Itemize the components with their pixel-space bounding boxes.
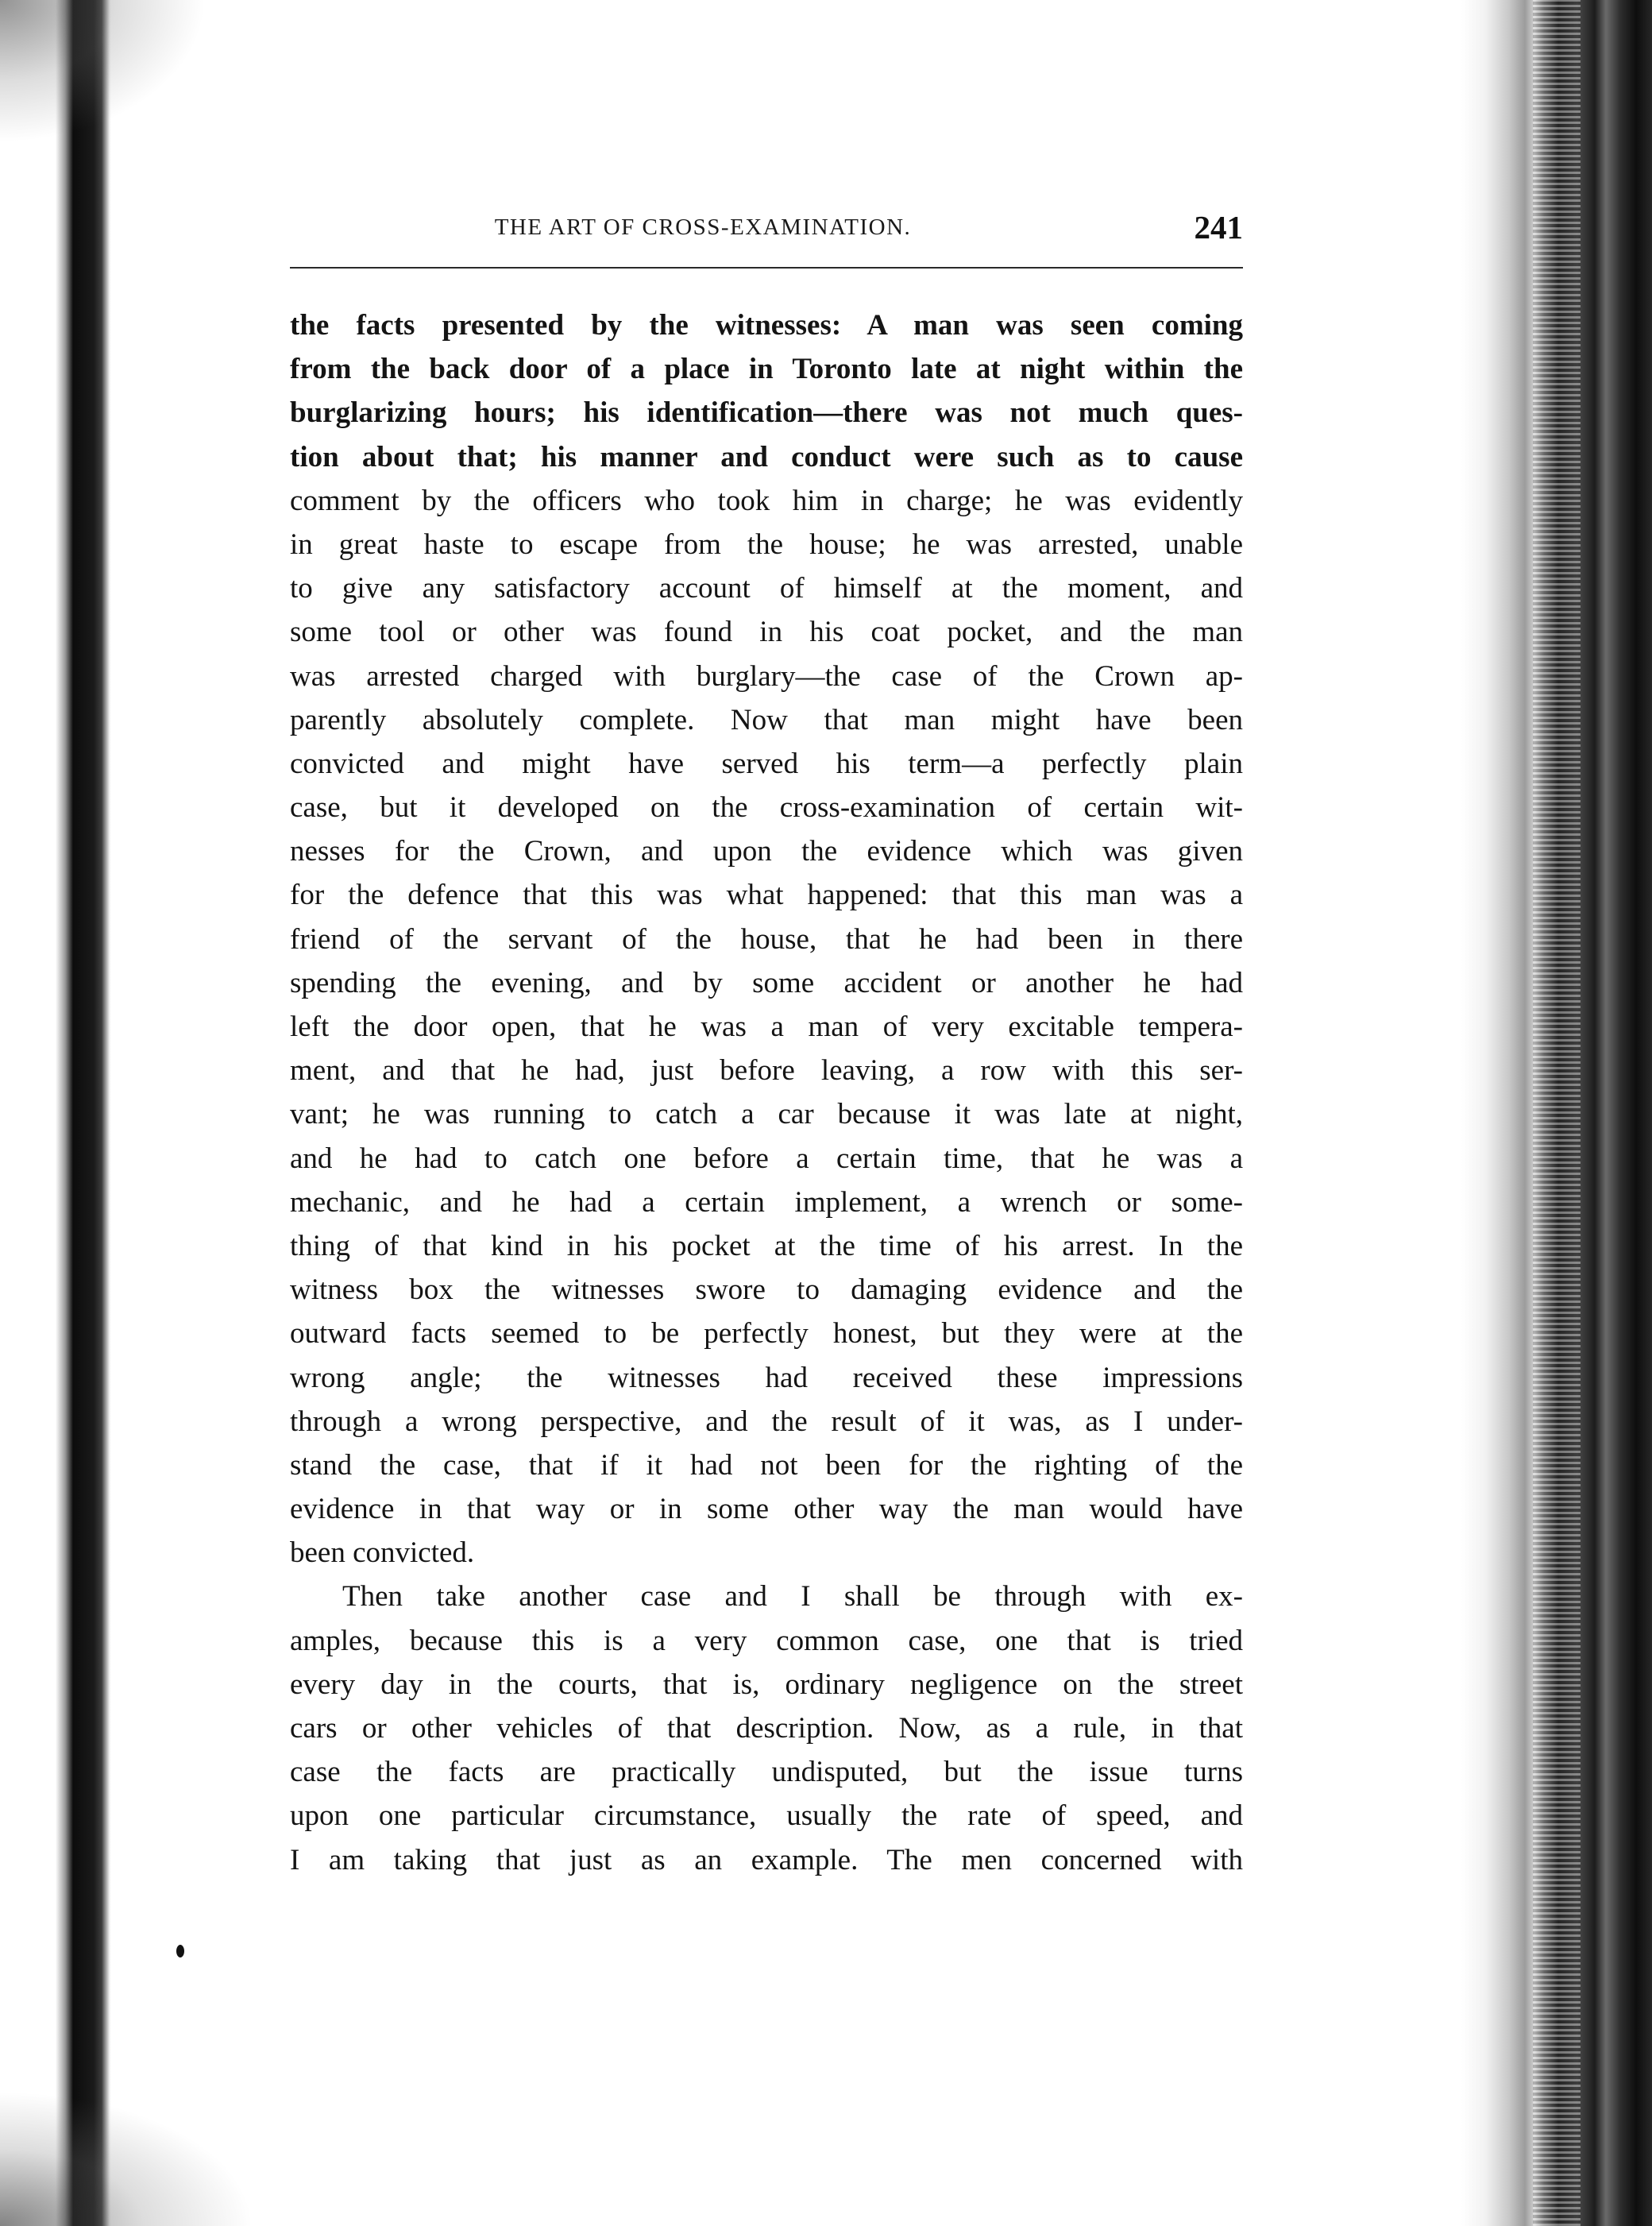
text-line: cars or other vehicles of that description. Now, as a rule, in that: [290, 1712, 1243, 1745]
text-line: spending the evening, and by some accident or another he had: [290, 966, 1243, 999]
paragraph: [290, 303, 1243, 1575]
text-line: case the facts are practically undisputed, but the issue turns: [290, 1756, 1243, 1789]
text-line: witness box the witnesses swore to damaging evidence and the: [290, 1273, 1243, 1307]
text-line: for the defence that this was what happened: that this man was a: [290, 879, 1243, 912]
page-edge-texture: [1533, 0, 1581, 2226]
running-title: THE ART OF CROSS-EXAMINATION.: [494, 214, 912, 240]
text-line: vant; he was running to catch a car because it was late at night,: [290, 1098, 1243, 1131]
text-line: nesses for the Crown, and upon the evidence which was given: [290, 835, 1243, 868]
text-line: mechanic, and he had a certain implement, a wrench or some-: [290, 1185, 1243, 1219]
text-line: I am taking that just as an example. The men concerned with: [290, 1843, 1243, 1876]
text-line: comment by the officers who took him in charge; he was evidently: [290, 484, 1243, 517]
text-line: amples, because this is a very common case, one that is tried: [290, 1624, 1243, 1657]
text-line: wrong angle; the witnesses had received these impressions: [290, 1361, 1243, 1394]
text-line: some tool or other was found in his coat pocket, and the man: [290, 616, 1243, 649]
page-number: 241: [1194, 209, 1243, 245]
text-line: friend of the servant of the house, that he had been in there: [290, 922, 1243, 956]
text-line: convicted and might have served his term—a perfectly plain: [290, 747, 1243, 780]
text-line: the facts presented by the witnesses: A man was seen coming: [290, 309, 1243, 342]
scan-shadow-top-left: [0, 0, 206, 143]
paragraph: [290, 1575, 1243, 1881]
text-line: parently absolutely complete. Now that man might have been: [290, 703, 1243, 736]
body-text: [290, 303, 1243, 1882]
text-line: burglarizing hours; his identification—there was not much ques-: [290, 396, 1243, 430]
text-line: been convicted.: [290, 1536, 475, 1570]
text-line: left the door open, that he was a man of very excitable tempera-: [290, 1011, 1243, 1043]
running-head: [290, 208, 1243, 256]
book-gutter-left: [0, 0, 111, 2226]
text-line: case, but it developed on the cross-examination of certain wit-: [290, 791, 1243, 825]
text-line: outward facts seemed to be perfectly honest, but they were at the: [290, 1317, 1243, 1351]
text-line: ment, and that he had, just before leaving, a row with this ser-: [290, 1054, 1243, 1088]
text-line: through a wrong perspective, and the result of it was, as I under-: [290, 1405, 1243, 1438]
ink-speck: [176, 1945, 184, 1957]
text-line: to give any satisfactory account of himself at the moment, and: [290, 572, 1243, 605]
text-line: upon one particular circumstance, usually the rate of speed, and: [290, 1799, 1243, 1833]
text-line: from the back door of a place in Toronto late at night within the: [290, 353, 1243, 386]
text-line: in great haste to escape from the house; he was arrested, unable: [290, 528, 1243, 561]
text-line: Then take another case and I shall be through with ex-: [342, 1580, 1243, 1613]
text-line: every day in the courts, that is, ordinary negligence on the street: [290, 1668, 1243, 1701]
text-line: thing of that kind in his pocket at the time of his arrest. In the: [290, 1229, 1243, 1262]
text-line: evidence in that way or in some other way the man would have: [290, 1493, 1243, 1526]
header-rule: [290, 267, 1243, 269]
text-line: and he had to catch one before a certain time, that he was a: [290, 1142, 1243, 1175]
scan-shadow-bottom-left: [0, 2091, 254, 2226]
text-line: tion about that; his manner and conduct were such as to cause: [290, 440, 1243, 473]
book-page: [290, 0, 1243, 2226]
text-line: was arrested charged with burglary—the case of the Crown ap-: [290, 659, 1243, 693]
text-line: stand the case, that if it had not been for the righting of the: [290, 1448, 1243, 1482]
